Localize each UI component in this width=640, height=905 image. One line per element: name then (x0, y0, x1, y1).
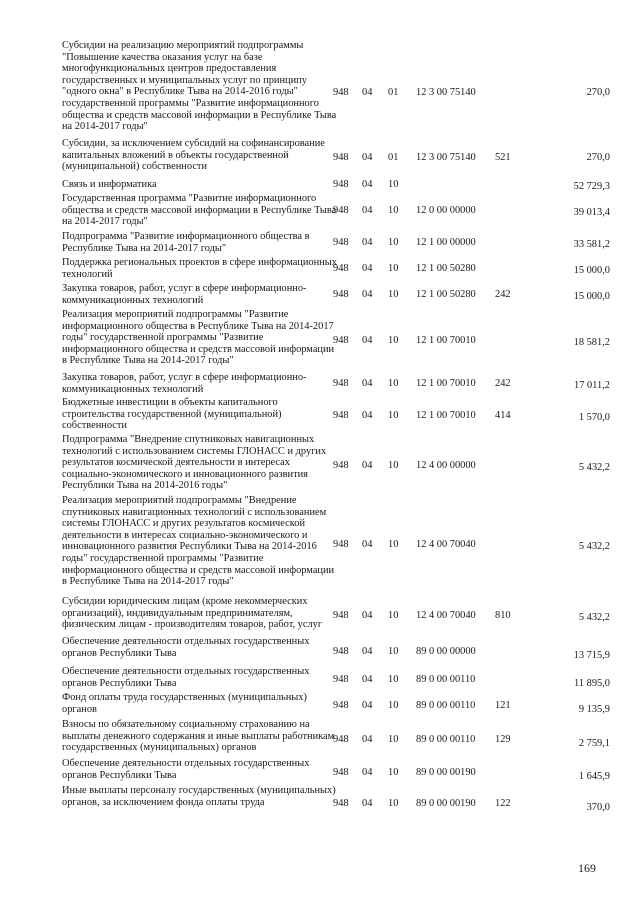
row-target-article: 89 0 00 00110 (416, 674, 476, 685)
row-subsection-code: 10 (388, 179, 399, 190)
row-section-code: 04 (362, 734, 373, 745)
row-amount: 52 729,3 (573, 181, 610, 192)
row-section-code: 04 (362, 237, 373, 248)
row-section-code: 04 (362, 410, 373, 421)
row-amount: 5 432,2 (578, 462, 610, 473)
row-admin-code: 948 (333, 179, 349, 190)
row-section-code: 04 (362, 610, 373, 621)
row-description: Субсидии, за исключением субсидий на софинансирование капитальных вложений в объекты государственной (муниципальной) собственности (62, 138, 325, 173)
row-admin-code: 948 (333, 674, 349, 685)
row-section-code: 04 (362, 646, 373, 657)
row-subsection-code: 10 (388, 646, 399, 657)
row-expense-type: 242 (495, 378, 511, 389)
row-target-article: 12 1 00 70010 (416, 378, 476, 389)
row-expense-type: 414 (495, 410, 511, 421)
row-section-code: 04 (362, 674, 373, 685)
row-subsection-code: 10 (388, 378, 399, 389)
row-subsection-code: 10 (388, 263, 399, 274)
row-admin-code: 948 (333, 700, 349, 711)
row-amount: 17 011,2 (574, 380, 610, 391)
row-subsection-code: 10 (388, 335, 399, 346)
row-target-article: 12 1 00 50280 (416, 289, 476, 300)
row-amount: 39 013,4 (573, 207, 610, 218)
row-target-article: 89 0 00 00110 (416, 734, 476, 745)
row-admin-code: 948 (333, 646, 349, 657)
row-admin-code: 948 (333, 87, 349, 98)
row-amount: 270,0 (586, 87, 610, 98)
row-target-article: 12 4 00 70040 (416, 610, 476, 621)
row-description: Субсидии на реализацию мероприятий подпрограммы "Повышение качества оказания услуг на базе многофункциональных центров предоставления государственных и муниципальных услуг по принципу "одного окна" в Республике Тыва на 2014-2016 годы" государственной программы "Развитие информационного общества и средств массовой информации в Республике Тыва на 2014-2017 годы" (62, 40, 337, 133)
row-subsection-code: 10 (388, 539, 399, 550)
row-target-article: 12 1 00 00000 (416, 237, 476, 248)
row-expense-type: 122 (495, 798, 511, 809)
row-description: Обеспечение деятельности отдельных государственных органов Республики Тыва (62, 758, 310, 781)
row-amount: 270,0 (586, 152, 610, 163)
row-description: Взносы по обязательному социальному страхованию на выплаты денежного содержания и иные выплаты работникам государственных (муниципальных) органов (62, 719, 335, 754)
row-description: Обеспечение деятельности отдельных государственных органов Республики Тыва (62, 666, 310, 689)
row-description: Связь и информатика (62, 179, 157, 190)
row-target-article: 12 0 00 00000 (416, 205, 476, 216)
row-description: Иные выплаты персоналу государственных (муниципальных) органов, за исключением фонда оплаты труда (62, 785, 336, 808)
row-admin-code: 948 (333, 610, 349, 621)
row-admin-code: 948 (333, 289, 349, 300)
row-amount: 11 895,0 (574, 678, 610, 689)
row-admin-code: 948 (333, 237, 349, 248)
row-amount: 370,0 (586, 802, 610, 813)
row-target-article: 12 3 00 75140 (416, 152, 476, 163)
row-subsection-code: 10 (388, 237, 399, 248)
row-admin-code: 948 (333, 539, 349, 550)
row-amount: 15 000,0 (573, 265, 610, 276)
row-section-code: 04 (362, 767, 373, 778)
row-expense-type: 521 (495, 152, 511, 163)
row-target-article: 89 0 00 00190 (416, 767, 476, 778)
row-admin-code: 948 (333, 460, 349, 471)
row-amount: 5 432,2 (578, 541, 610, 552)
row-admin-code: 948 (333, 798, 349, 809)
row-admin-code: 948 (333, 410, 349, 421)
row-admin-code: 948 (333, 378, 349, 389)
row-amount: 33 581,2 (573, 239, 610, 250)
row-target-article: 89 0 00 00110 (416, 700, 476, 711)
row-section-code: 04 (362, 798, 373, 809)
row-subsection-code: 10 (388, 410, 399, 421)
row-subsection-code: 10 (388, 798, 399, 809)
row-description: Субсидии юридическим лицам (кроме некоммерческих организаций), индивидуальным предпринимателям, физическим лицам - производителям товаров, работ, услуг (62, 596, 323, 631)
row-subsection-code: 10 (388, 205, 399, 216)
row-target-article: 89 0 00 00000 (416, 646, 476, 657)
row-admin-code: 948 (333, 205, 349, 216)
row-section-code: 04 (362, 460, 373, 471)
row-admin-code: 948 (333, 263, 349, 274)
row-subsection-code: 01 (388, 87, 399, 98)
row-amount: 15 000,0 (573, 291, 610, 302)
row-subsection-code: 10 (388, 674, 399, 685)
row-amount: 2 759,1 (578, 738, 610, 749)
row-subsection-code: 01 (388, 152, 399, 163)
row-section-code: 04 (362, 700, 373, 711)
row-expense-type: 242 (495, 289, 511, 300)
row-amount: 5 432,2 (578, 612, 610, 623)
row-amount: 1 570,0 (578, 412, 610, 423)
row-target-article: 12 4 00 70040 (416, 539, 476, 550)
row-section-code: 04 (362, 87, 373, 98)
row-subsection-code: 10 (388, 734, 399, 745)
row-description: Фонд оплаты труда государственных (муниципальных) органов (62, 692, 307, 715)
row-amount: 1 645,9 (578, 771, 610, 782)
row-subsection-code: 10 (388, 610, 399, 621)
row-section-code: 04 (362, 263, 373, 274)
row-section-code: 04 (362, 335, 373, 346)
row-expense-type: 129 (495, 734, 511, 745)
row-section-code: 04 (362, 152, 373, 163)
row-admin-code: 948 (333, 734, 349, 745)
row-amount: 18 581,2 (573, 337, 610, 348)
row-target-article: 12 3 00 75140 (416, 87, 476, 98)
row-admin-code: 948 (333, 767, 349, 778)
row-description: Поддержка региональных проектов в сфере информационных технологий (62, 257, 337, 280)
row-section-code: 04 (362, 179, 373, 190)
row-admin-code: 948 (333, 152, 349, 163)
row-section-code: 04 (362, 378, 373, 389)
row-amount: 13 715,9 (573, 650, 610, 661)
row-section-code: 04 (362, 205, 373, 216)
row-target-article: 12 1 00 70010 (416, 335, 476, 346)
row-target-article: 12 1 00 50280 (416, 263, 476, 274)
row-admin-code: 948 (333, 335, 349, 346)
row-subsection-code: 10 (388, 767, 399, 778)
row-expense-type: 121 (495, 700, 511, 711)
row-target-article: 89 0 00 00190 (416, 798, 476, 809)
row-amount: 9 135,9 (578, 704, 610, 715)
row-description: Подпрограмма "Внедрение спутниковых навигационных технологий с использованием системы ГЛОНАСС и других результатов космической деятельности в интересах социально-экономического и инновационного развития Республики Тыва на 2014-2016 годы" (62, 434, 327, 492)
row-target-article: 12 4 00 00000 (416, 460, 476, 471)
row-subsection-code: 10 (388, 460, 399, 471)
row-description: Реализация мероприятий подпрограммы "Внедрение спутниковых навигационных технологий с использованием системы ГЛОНАСС и других результатов космической деятельности в интересах социально-экономического и инновационного развития Республики Тыва на 2014-2016 годы" государственной программы "Развитие информационного общества и средств массовой информации в Республике Тыва на 2014-2017 годы" (62, 495, 335, 588)
row-description: Закупка товаров, работ, услуг в сфере информационно-коммуникационных технологий (62, 283, 307, 306)
row-subsection-code: 10 (388, 700, 399, 711)
row-target-article: 12 1 00 70010 (416, 410, 476, 421)
row-description: Обеспечение деятельности отдельных государственных органов Республики Тыва (62, 636, 310, 659)
page-number: 169 (578, 861, 596, 875)
row-section-code: 04 (362, 289, 373, 300)
row-section-code: 04 (362, 539, 373, 550)
row-subsection-code: 10 (388, 289, 399, 300)
row-description: Бюджетные инвестиции в объекты капитального строительства государственной (муниципальной) собственности (62, 397, 282, 432)
row-description: Подпрограмма "Развитие информационного общества в Республике Тыва на 2014-2017 годы" (62, 231, 310, 254)
row-description: Закупка товаров, работ, услуг в сфере информационно-коммуникационных технологий (62, 372, 307, 395)
row-expense-type: 810 (495, 610, 511, 621)
row-description: Реализация мероприятий подпрограммы "Развитие информационного общества в Республике Тыва на 2014-2017 годы" государственной программы "Развитие информационного общества и средств массовой информации в Республике Тыва на 2014-2017 годы" (62, 309, 335, 367)
row-description: Государственная программа "Развитие информационного общества и средств массовой информации в Республике Тыва на 2014-2017 годы" (62, 193, 337, 228)
